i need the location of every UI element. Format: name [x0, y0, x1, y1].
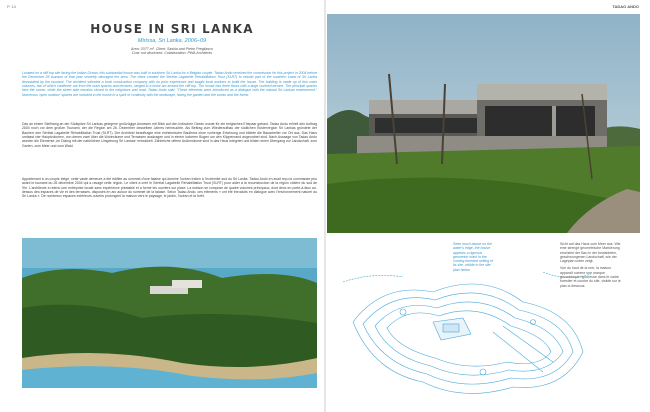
text-english: Located on a cliff top site facing the Indian Ocean, this substantial house was built in southern Sri Lanka for a Belgian couple. Tadao Ando received the commission for this project in 2004 before the December 26 tsunami of that year severely damaged the area. The client created the Sérélat Lagabelle Rehabilitation Trust (SLRT) to rebuild part of the southern coast of Sri Lanka devastated by the tsunami. The architect selected a local construction company with no prior experience and taught local workers to build the house. The building is made up of four main volumes, two of which cantilever out from the main spaces and terraces, ranged in a loose arc around the cliff top. The house has three floors with a large covered terrace. The principal spaces face the ocean, while the street side remains closed to the neighbors and road. Tadao Ando said: “These elements were introduced as a dialogue with the natural Sri Lankan environment.” Numerous 'open outdoor' spaces are included in the house in a spirit of continuity with the landscape, facing the garden and the ocean and the forest.	[22, 71, 317, 97]
credits-line: Area: 2077 m². Client: Saskia and Pietro Pregliasco	[131, 47, 213, 51]
caption-french: Vue du haut de la mer, la maison apparaît comme une marque géométrique rigoureuse dans le cadre forestier et courbe du site, visible sur le plan ci-dessous.	[560, 266, 621, 288]
caption-english: Seen much above on the water's edge, the house appears a rigorous geometric mark in the curving forested setting of its site, visible in the site plan below.	[453, 242, 494, 272]
project-credits	[22, 47, 322, 56]
text-french: Appartenant à un couple belge, cette vaste demeure a été édifiée au sommet d'une falaise qui domine l'océan Indien à l'extrémité sud du Sri Lanka. Tadao Ando en avait reçu la commande peu avant le tsunami du 26 décembre 2004 qui a ravagé cette région. Le client a créé le Sérélat Lagabelle Rehabilitation Trust (SLRT) pour aider à la reconstruction de la région côtière du sud de l'île. L'architecte a retenu une entreprise locale sans expérience préalable et a formé les ouvriers sur place. La maison se compose de quatre volumes principaux, dont deux en porte-à-faux au-dessus des espaces de vie et des terrasses, disposés en arc autour du sommet de la falaise. Selon Tadao Ando, ces éléments « ont été introduits en dialogue avec l'environnement naturel du Sri Lanka ». De nombreux espaces extérieurs ouverts prolongent la maison vers le paysage, le jardin, l'océan et la forêt.	[22, 177, 317, 199]
exterior-photo	[327, 14, 640, 233]
page-subtitle: Mirissa, Sri Lanka, 2006–09	[137, 38, 207, 44]
aerial-photo	[22, 238, 317, 388]
folio-right: TADAO ANDO	[612, 4, 639, 9]
page-title: HOUSE IN SRI LANKA	[90, 22, 254, 36]
caption-german: Sicht auf das Haus vom Meer aus. Wie eine strenge geometrische Markierung erscheint der Bau in der bewaldeten, geschwungenen Landschaft, wie der Lageplan unten zeigt.	[560, 242, 621, 264]
credits-line: Cost: not disclosed. Collaboration: PWA Architects	[131, 51, 213, 56]
folio-left: P. 14	[7, 4, 16, 9]
site-plan	[343, 262, 593, 404]
text-german: Das an einem Steilhang an der Südspitze Sri Lankas gelegene großzügige Anwesen mit Blick auf den Indischen Ozean wurde für ein belgisches Ehepaar gebaut. Tadao Ando erhielt den Auftrag 2004 noch vor dem großen Tsunami, der die Region am 26. Dezember desselben Jahres heimsuchte. Als Beitrag zum Wiederaufbau der südlichen Küstenregion Sri Lankas gründete der Bauherr den Sérélat Lagabelle Rehabilitation Trust (SLRT). Der Architekt beauftragte eine einheimische Baufirma ohne vorherige Erfahrung und bildete die Bauarbeiter vor Ort aus. Das Haus umfasst vier Hauptvolumen, von denen zwei über die Wohnräume und Terrassen auskragen und in einem lockeren Bogen um den Klippenrand angeordnet sind. Nach Aussage von Tadao Ando wurden die Elemente „im Dialog mit der natürlichen Umgebung Sri Lankas“ entwickelt. Zahlreiche offene Außenräume sind in das Haus integriert und bilden einen Übergang zur Landschaft, zum Garten, zum Meer und zum Wald.	[22, 122, 317, 148]
page-gutter	[324, 0, 326, 412]
